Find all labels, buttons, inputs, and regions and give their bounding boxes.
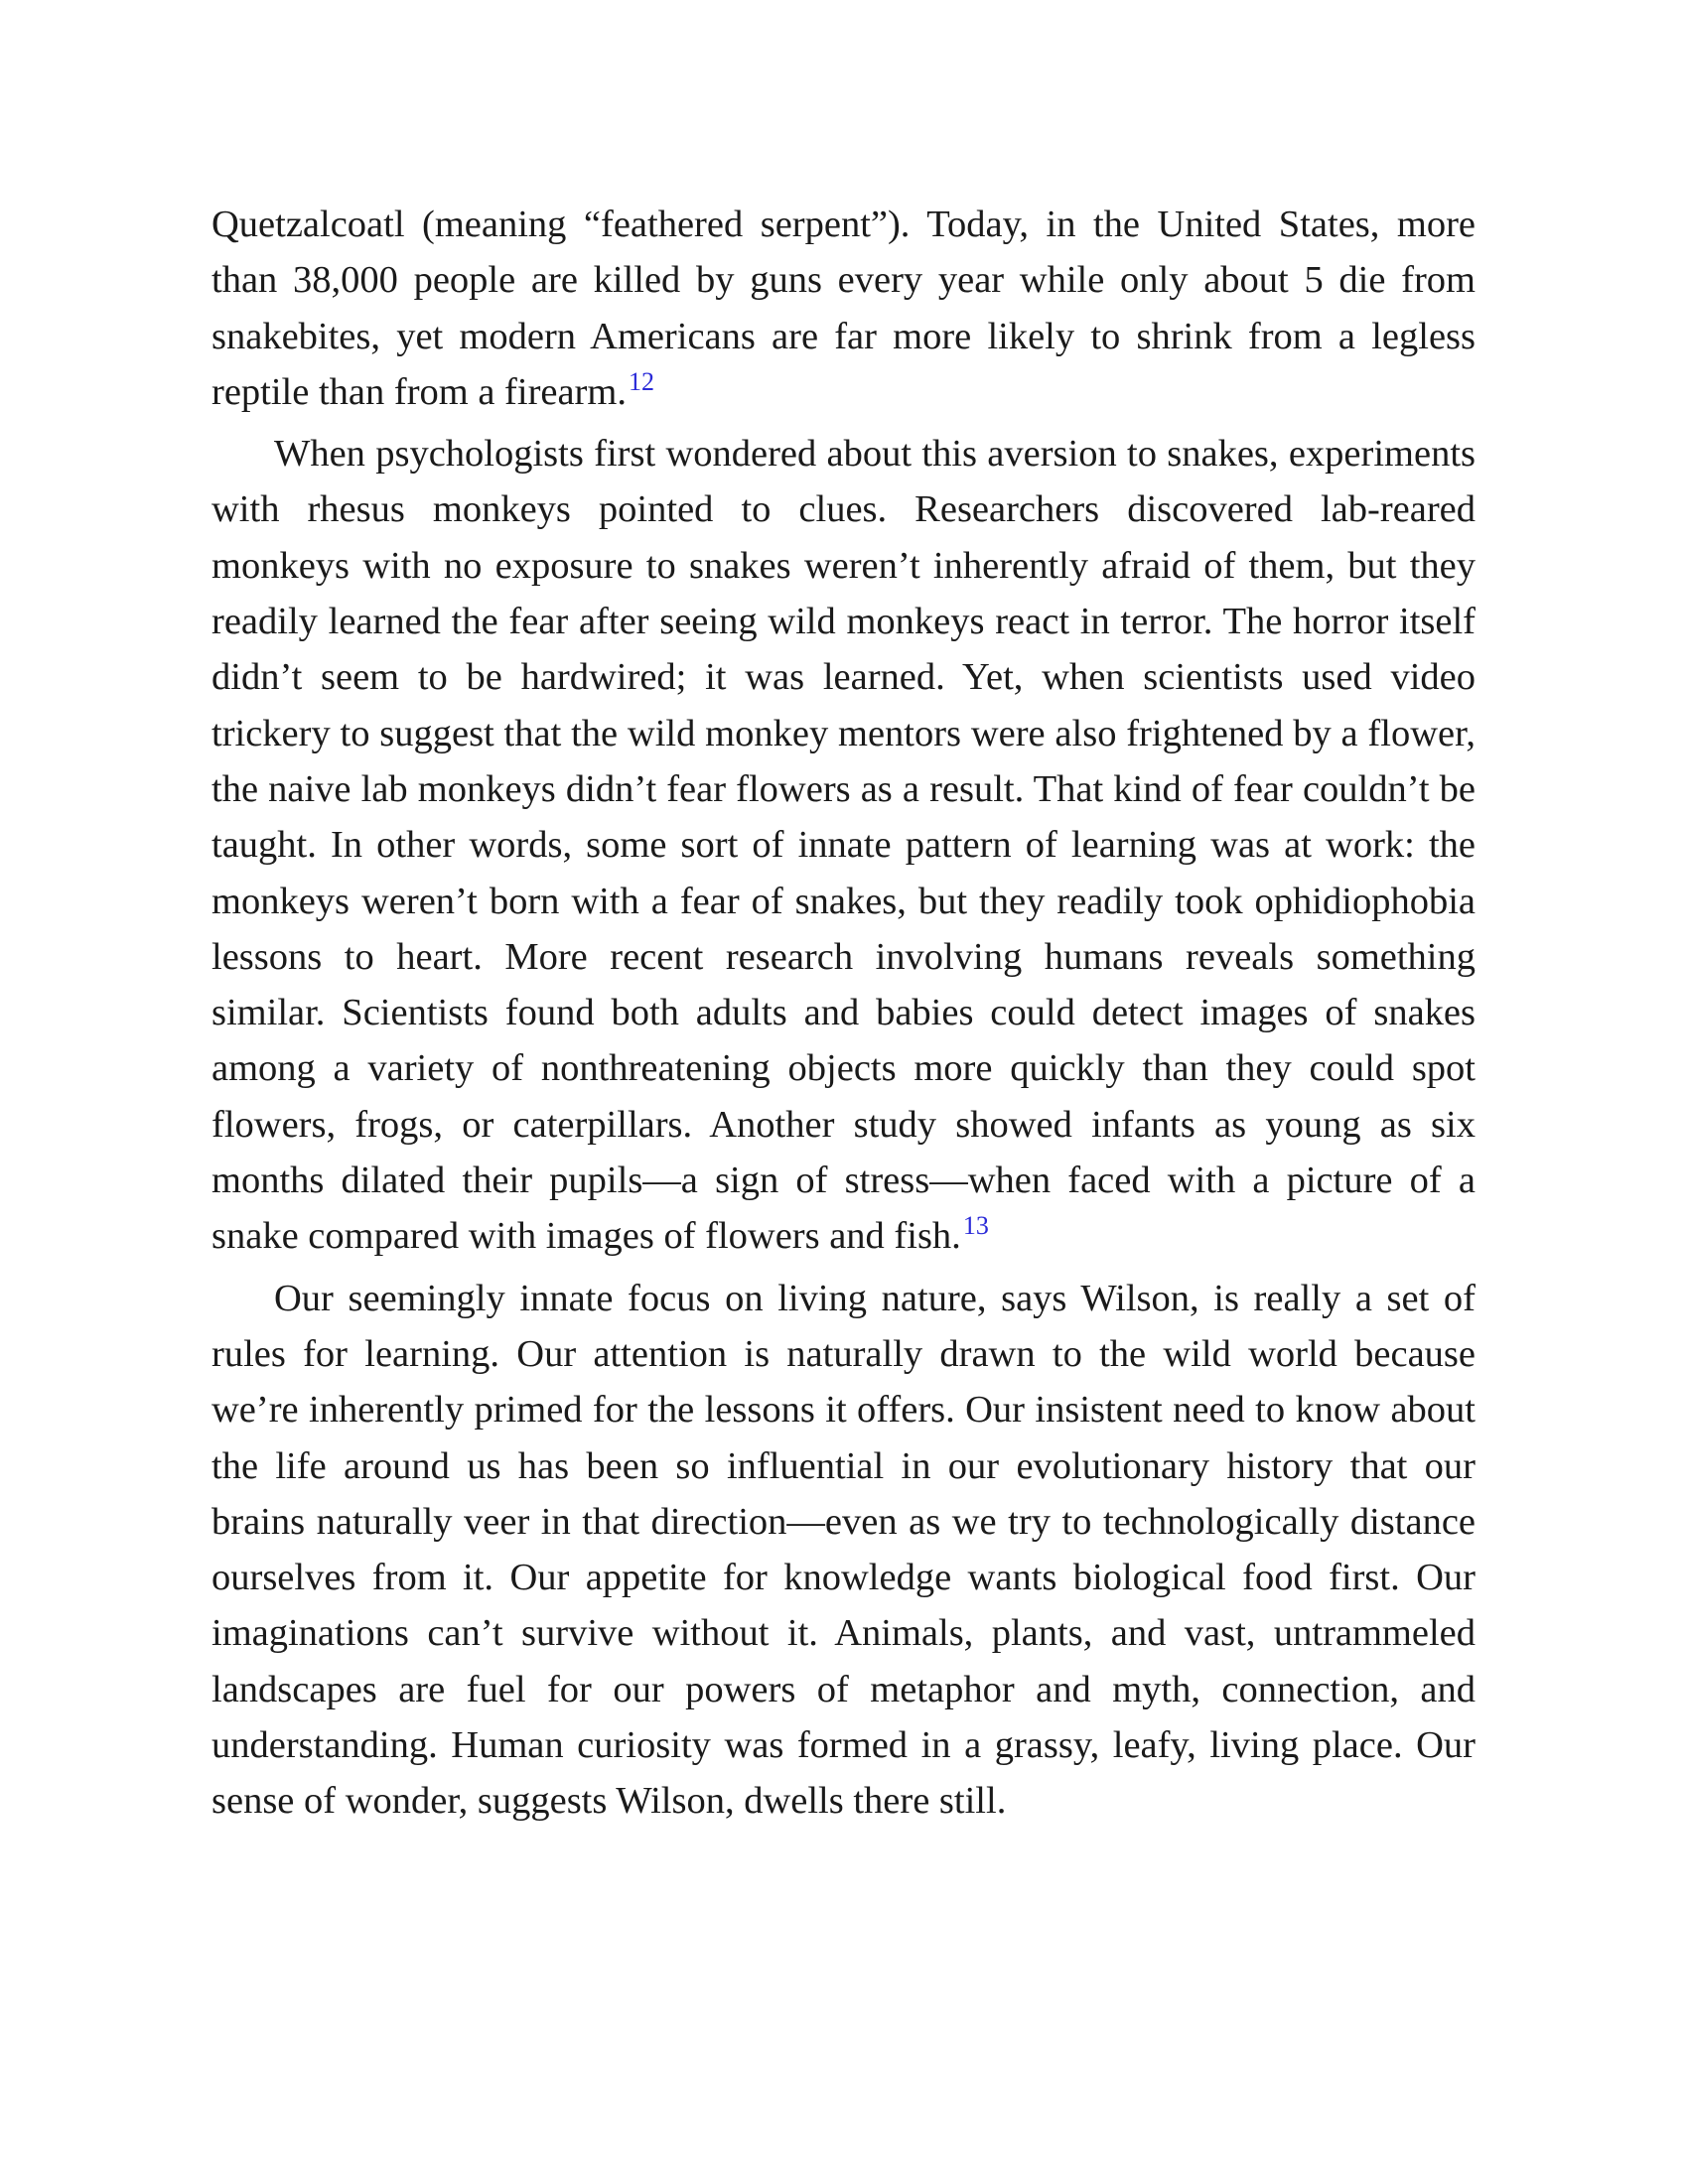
paragraph-1-text: Quetzalcoatl (meaning “feathered serpent”). Today, in the United States, more than 38,000 people are killed by guns every year while only about 5 die from snakebites, yet modern Americans are far more likely to shrink from a legless reptile than from a firearm. [211, 204, 1476, 413]
footnote-link-13[interactable]: 13 [962, 1211, 989, 1241]
book-page [211, 197, 1476, 1830]
paragraph-2-text: When psychologists first wondered about this aversion to snakes, experiments with rhesus monkeys pointed to clues. Researchers discovered lab-reared monkeys with no exposure to snakes weren’t inherently afraid of them, but they readily learned the fear after seeing wild monkeys react in terror. The horror itself didn’t seem to be hardwired; it was learned. Yet, when scientists used video trickery to suggest that the wild monkey mentors were also frightened by a flower, the naive lab monkeys didn’t fear flowers as a result. That kind of fear couldn’t be taught. In other words, some sort of innate pattern of learning was at work: the monkeys weren’t born with a fear of snakes, but they readily took ophidiophobia lessons to heart. More recent research involving humans reveals something similar. Scientists found both adults and babies could detect images of snakes among a variety of nonthreatening objects more quickly than they could spot flowers, frogs, or caterpillars. Another study showed infants as young as six months dilated their pupils—a sign of stress—when faced with a picture of a snake compared with images of flowers and fish. [211, 433, 1476, 1258]
footnote-link-12[interactable]: 12 [628, 366, 654, 396]
paragraph-3 [211, 1271, 1476, 1830]
paragraph-1 [211, 197, 1476, 420]
paragraph-2 [211, 426, 1476, 1264]
paragraph-3-text: Our seemingly innate focus on living nature, says Wilson, is really a set of rules for learning. Our attention is naturally drawn to the wild world because we’re inherently primed for the lessons it offers. Our insistent need to know about the life around us has been so influential in our evolutionary history that our brains naturally veer in that direction—even as we try to technologically distance ourselves from it. Our appetite for knowledge wants biological food first. Our imaginations can’t survive without it. Animals, plants, and vast, untrammeled landscapes are fuel for our powers of metaphor and myth, connection, and understanding. Human curiosity was formed in a grassy, leafy, living place. Our sense of wonder, suggests Wilson, dwells there still. [211, 1277, 1476, 1823]
